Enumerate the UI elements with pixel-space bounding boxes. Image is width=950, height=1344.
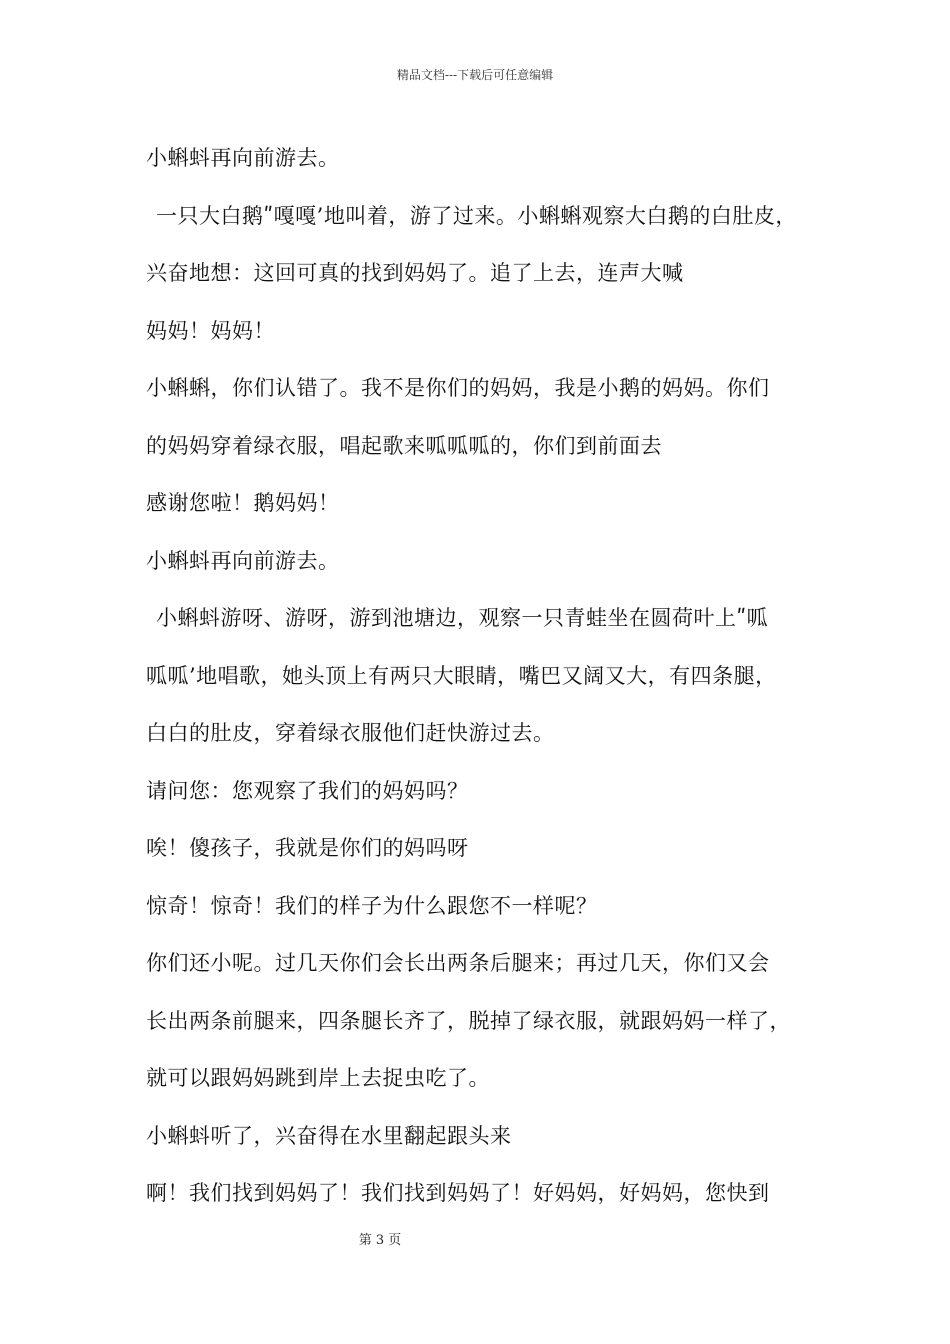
text-line: 小蝌蚪游呀、游呀，游到池塘边，观察一只青蛙坐在圆荷叶上ʺ呱 bbox=[156, 606, 769, 630]
text-line: 小蝌蚪听了，兴奋得在水里翻起跟头来 bbox=[146, 1123, 512, 1148]
text-line: 呱呱’地唱歌，她头顶上有两只大眼睛，嘴巴又阔又大，有四条腿， bbox=[146, 663, 777, 688]
text-line: 小蝌蝌，你们认错了。我不是你们的妈妈，我是小鹅的妈妈。你们 bbox=[146, 376, 770, 400]
text-line: 小蝌蚪再向前游去。 bbox=[146, 146, 340, 170]
text-line: 惊奇！惊奇！我们的样子为什么跟您不一样呢？ bbox=[146, 893, 598, 918]
page-header: 精品文档---下载后可任意编辑 bbox=[396, 68, 554, 82]
text-line: 请问您：您观察了我们的妈妈吗？ bbox=[146, 778, 469, 803]
document-body bbox=[146, 130, 836, 1223]
text-line: 一只大白鹅ʺ嘎嘎’地叫着，游了过来。小蝌蝌观察大白鹅的白肚皮， bbox=[156, 203, 797, 228]
page-number: 第 3 页 bbox=[358, 1233, 402, 1248]
text-line: 就可以跟妈妈跳到岸上去捉虫吃了。 bbox=[146, 1066, 490, 1090]
text-line: 感谢您啦！鹅妈妈！ bbox=[146, 491, 340, 515]
text-line: 白白的肚皮，穿着绿衣服他们赶快游过去。 bbox=[146, 721, 555, 745]
text-line: 的妈妈穿着绿衣服，唱起歌来呱呱呱的，你们到前面去 bbox=[146, 433, 662, 458]
text-line: 妈妈！妈妈！ bbox=[146, 318, 275, 343]
text-line: 小蝌蚪再向前游去。 bbox=[146, 548, 340, 573]
text-line: 兴奋地想：这回可真的找到妈妈了。追了上去，连声大喊 bbox=[146, 261, 684, 285]
text-line: 啊！我们找到妈妈了！我们找到妈妈了！好妈妈，好妈妈，您快到 bbox=[146, 1181, 770, 1205]
text-line: 你们还小呢。过几天你们会长出两条后腿来；再过几天，你们又会 bbox=[146, 951, 770, 975]
text-line: 长出两条前腿来，四条腿长齐了，脱掉了绿衣服，就跟妈妈一样了， bbox=[146, 1008, 791, 1033]
text-line: 唉！傻孩子，我就是你们的妈吗呀 bbox=[146, 836, 469, 860]
